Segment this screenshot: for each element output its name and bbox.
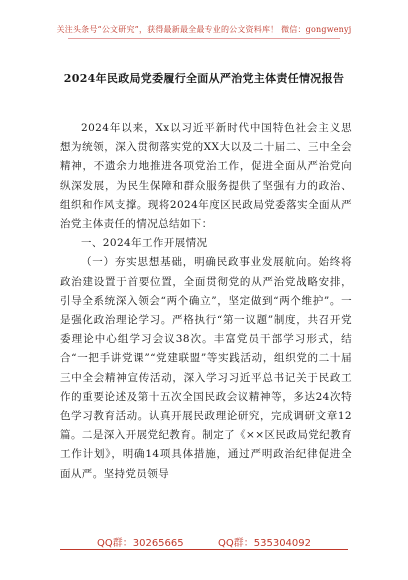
- document-body: [60, 119, 352, 484]
- footer-divider: [60, 549, 348, 550]
- footer-contact: [0, 534, 408, 549]
- document-title: 2024年民政局党委履行全面从严治党主体责任情况报告: [63, 72, 345, 85]
- footer-qq-group-2: QQ群：535304092: [218, 538, 312, 549]
- paragraph-section-1: （一）夯实思想基础，明确民政事业发展航向。始终将政治建设置于首要位置，全面贯彻党的从严治党战略安排，引导全系统深入领会“两个确立”，坚定做到“两个维护”。一是强化政治理论学习。严格执行“第一议题”制度，共召开党委理论中心组学习会议38次。丰富党员干部学习形式，结合“一把手讲党课”“党建联盟”等实践活动，组织党的二十届三中全会精神宣传活动，深入学习习近平总书记关于民政工作的重要论述及第十五次全国民政会议精神等，多达24次特色学习教育活动。认真开展民政理论研究，完成调研文章12篇。二是深入开展党纪教育。制定了《××区民政局党纪教育工作计划》，明确14项具体措施，通过严明政治纪律促进全面从严。坚持党员领导: [60, 256, 352, 480]
- header-divider: [68, 38, 340, 39]
- paragraph-intro: 2024年以来，Xx以习近平新时代中国特色社会主义思想为统领，深入贯彻落实党的XX大以及二十届二、三中全会精神，不遗余力地推进各项党治工作，促进全面从严治党向纵深发展，为民生保障和群众服务提供了坚强有力的政治、组织和作风支撑。现将2024年度区民政局党委落实全面从严治党主体责任的情况总结如下：: [60, 122, 352, 231]
- footer-qq-group-1: QQ群：30265665: [96, 538, 184, 549]
- header-banner: 关注头条号“公文研究”，获得最新最全最专业的公文资料库！ 微信：gongwenyj: [56, 25, 352, 34]
- section-heading: 一、2024年工作开展情况: [81, 237, 208, 250]
